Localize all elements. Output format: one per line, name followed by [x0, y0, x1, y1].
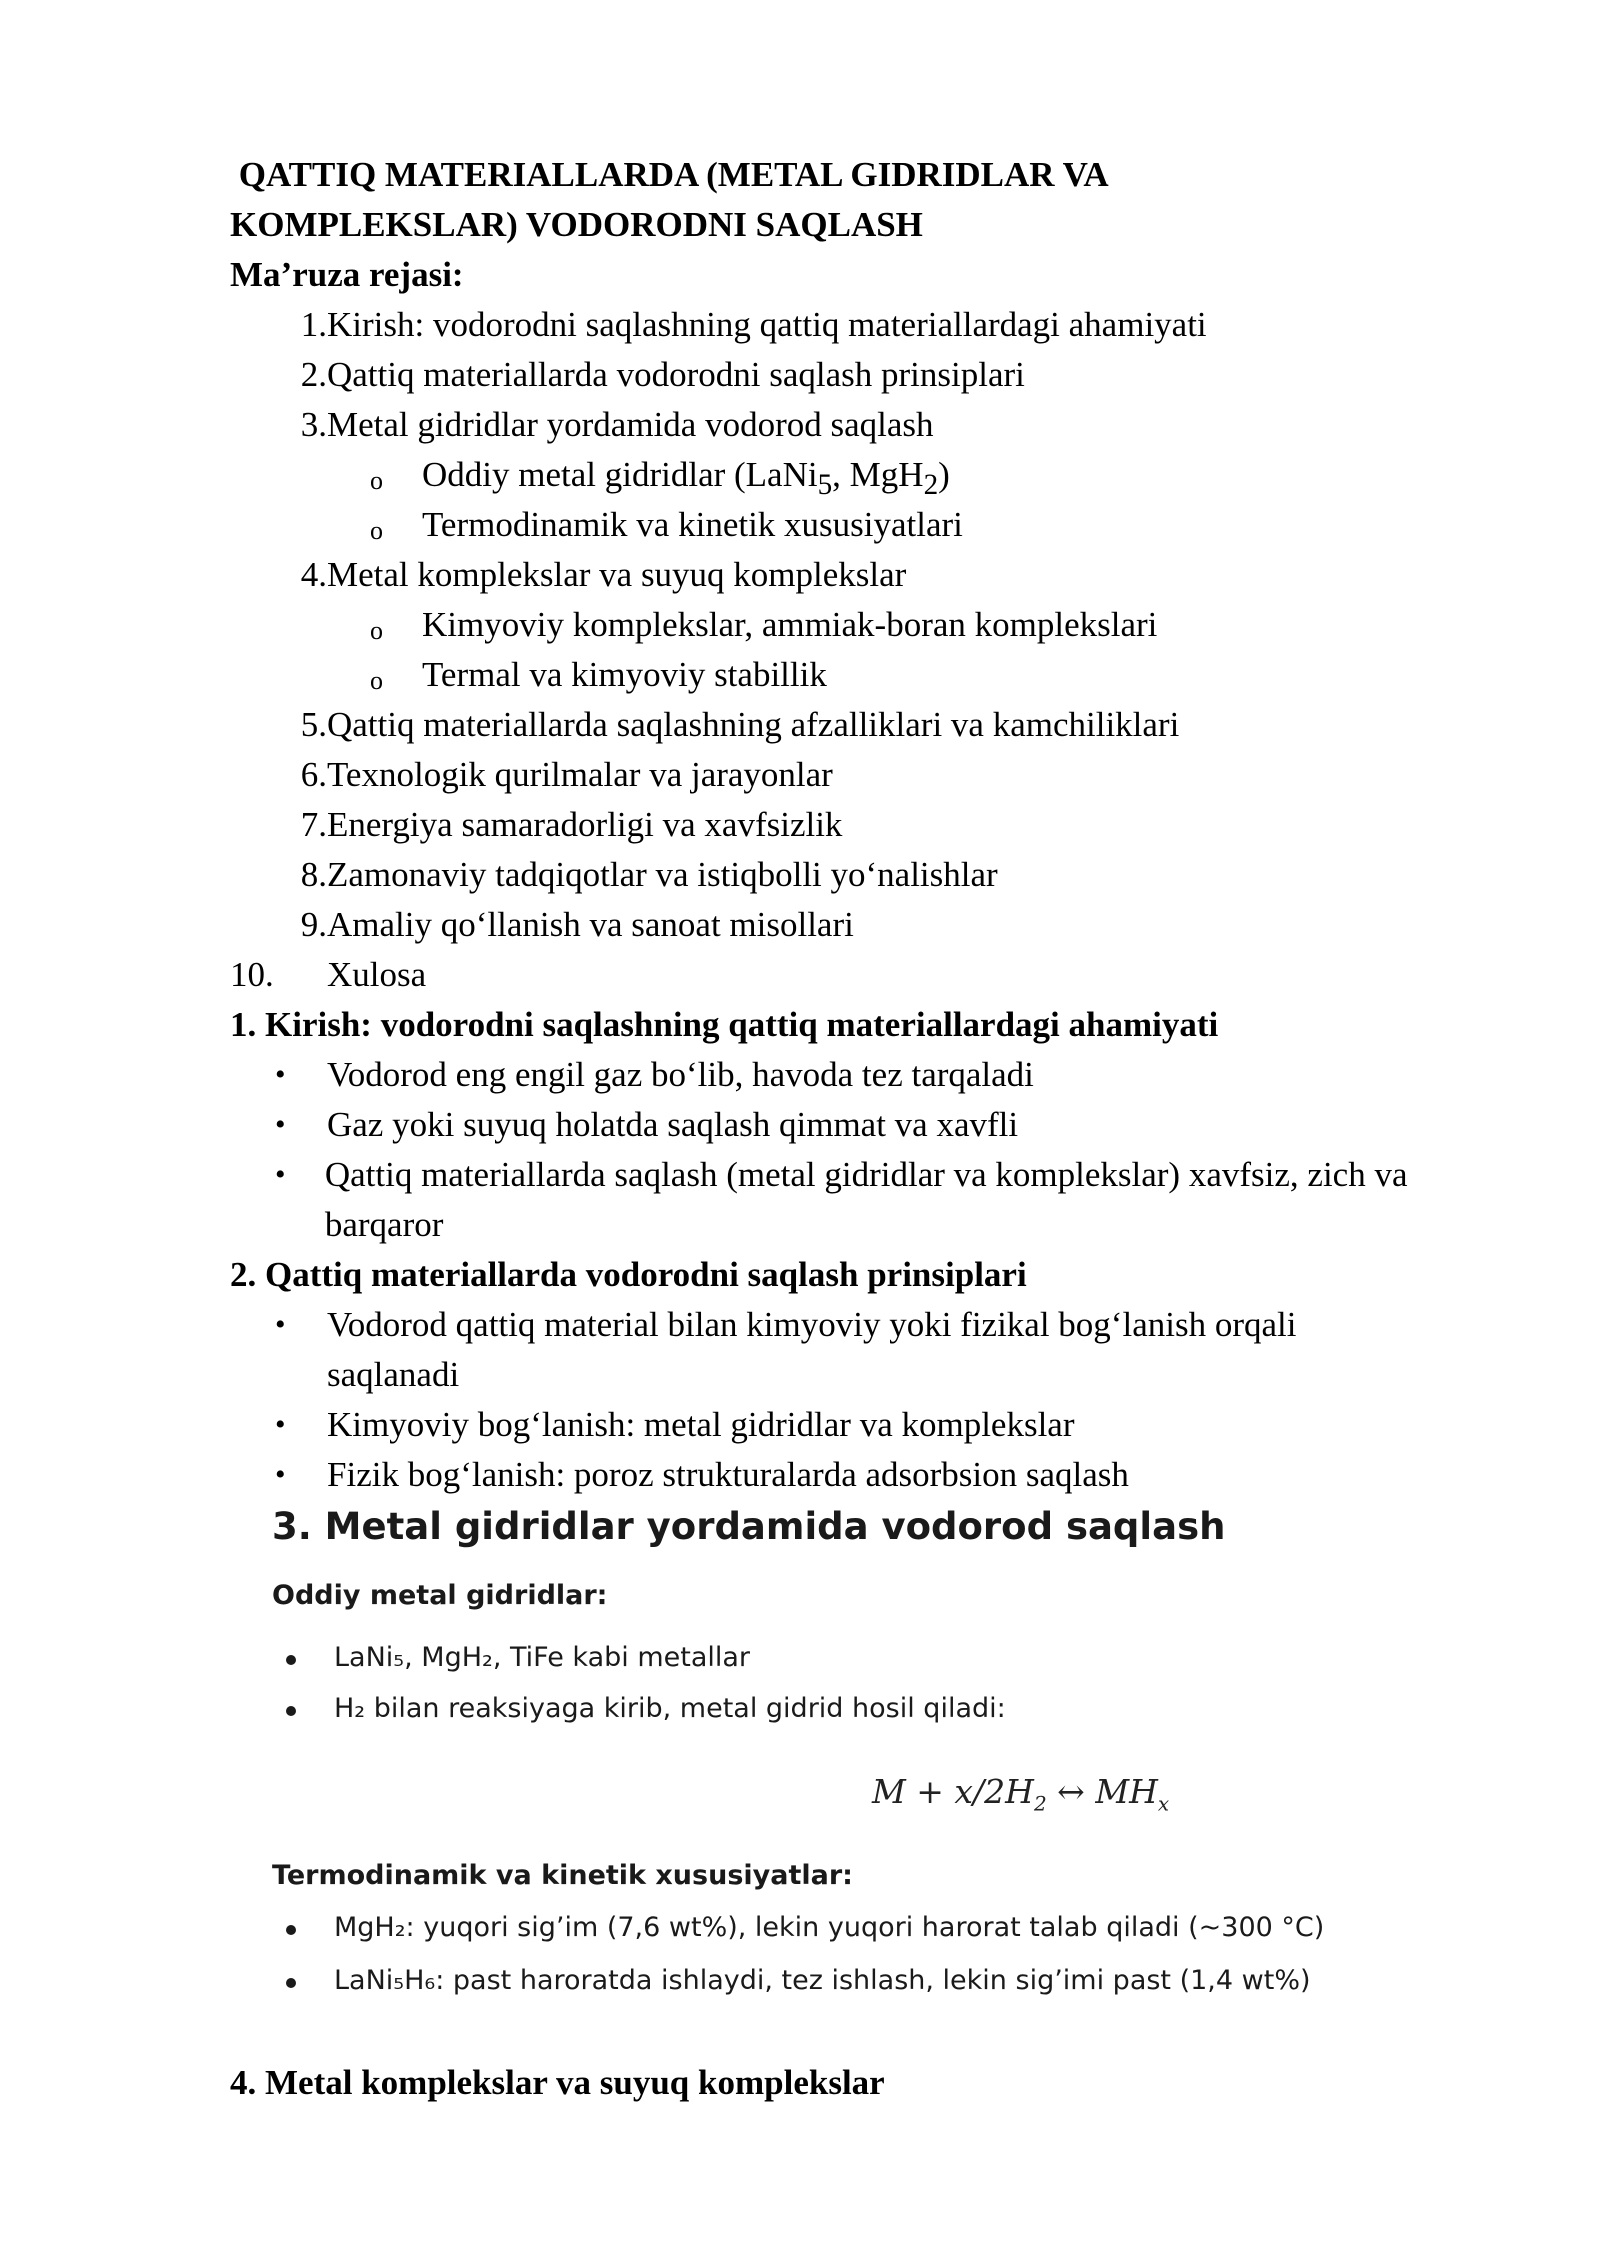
bullet-item: • Vodorod eng engil gaz bo‘lib, havoda tez tarqaladi	[275, 1055, 1034, 1094]
plan-subitem: o Termodinamik va kinetik xususiyatlari	[370, 505, 963, 545]
plan-item: 3. Metal gidridlar yordamida vodorod saqlash	[300, 405, 934, 444]
bullet-item: • Gaz yoki suyuq holatda saqlash qimmat va xavfli	[275, 1105, 1019, 1144]
bullet-item: LaNi₅H₆: past haroratda ishlaydi, tez ishlash, lekin sig’imi past (1,4 wt%)	[286, 1965, 1311, 1996]
plan-list-part1	[230, 300, 1207, 450]
section-1-bullets	[275, 1050, 1475, 1250]
reaction-formula: $M + x/2H_2$ ↔ $MH_x$	[872, 1772, 1170, 1816]
bullet-dot-icon	[286, 1978, 296, 1988]
section-4-heading: 4. Metal komplekslar va suyuq komplekslar	[230, 2063, 885, 2102]
bullet-item: MgH₂: yuqori sig’im (7,6 wt%), lekin yuqori harorat talab qiladi (~300 °C)	[286, 1912, 1324, 1943]
plan-heading: Ma’ruza rejasi:	[230, 255, 464, 294]
bullet-item: • Fizik bog‘lanish: poroz strukturalarda adsorbsion saqlash	[275, 1455, 1129, 1494]
plan-sublist-3	[370, 450, 963, 550]
bullet-item: • Qattiq materiallarda saqlash (metal gidridlar va komplekslar) xavfsiz, zich va barqaror	[275, 1155, 1408, 1244]
document-title: QATTIQ MATERIALLARDA (METAL GIDRIDLAR VA KOMPLEKSLAR) VODORODNI SAQLASH	[230, 155, 1109, 244]
plan-item: 7. Energiya samaradorligi va xavfsizlik	[300, 805, 843, 844]
plan-sublist-4	[370, 600, 1157, 700]
section-1-heading: 1. Kirish: vodorodni saqlashning qattiq materiallardagi ahamiyati	[230, 1005, 1219, 1044]
section-2-bullets	[275, 1300, 1475, 1500]
section-3-subheading-1: Oddiy metal gidridlar:	[272, 1580, 608, 1611]
section-2-heading: 2. Qattiq materiallarda vodorodni saqlash prinsiplari	[230, 1255, 1027, 1294]
plan-item: 4. Metal komplekslar va suyuq komplekslar	[300, 555, 907, 594]
bullet-dot-icon	[286, 1925, 296, 1935]
bullet-dot-icon	[286, 1706, 296, 1716]
plan-list-part2	[230, 550, 906, 600]
bullet-dot-icon	[286, 1655, 296, 1665]
plan-subitem: o Kimyoviy komplekslar, ammiak-boran komplekslari	[370, 605, 1158, 645]
plan-subitem: o Termal va kimyoviy stabillik	[370, 655, 827, 695]
plan-item: 6. Texnologik qurilmalar va jarayonlar	[300, 755, 833, 794]
bullet-item: LaNi₅, MgH₂, TiFe kabi metallar	[286, 1642, 750, 1673]
section-3-embedded-image	[272, 1505, 1412, 2025]
plan-item: 1. Kirish: vodorodni saqlashning qattiq materiallardagi ahamiyati	[300, 305, 1207, 344]
bullet-item: H₂ bilan reaksiyaga kirib, metal gidrid hosil qiladi:	[286, 1693, 1006, 1724]
plan-item: 9. Amaliy qo‘llanish va sanoat misollari	[300, 905, 854, 944]
bullet-item: • Kimyoviy bog‘lanish: metal gidridlar va komplekslar	[275, 1405, 1075, 1444]
plan-item: 8. Zamonaviy tadqiqotlar va istiqbolli yo‘nalishlar	[300, 855, 998, 894]
section-3-subheading-2: Termodinamik va kinetik xususiyatlar:	[272, 1860, 853, 1891]
section-3-heading: 3. Metal gidridlar yordamida vodorod saqlash	[272, 1505, 1226, 1548]
plan-subitem: o Oddiy metal gidridlar (LaNi$_5$, MgH$_2$)	[370, 455, 950, 501]
bullet-item: • Vodorod qattiq material bilan kimyoviy yoki fizikal bog‘lanish orqali saqlanadi	[275, 1305, 1297, 1394]
plan-item: 2. Qattiq materiallarda vodorodni saqlash prinsiplari	[300, 355, 1025, 394]
plan-item: 10. Xulosa	[230, 955, 427, 994]
plan-item: 5. Qattiq materiallarda saqlashning afzalliklari va kamchiliklari	[300, 705, 1180, 744]
plan-list-part3	[230, 700, 1179, 1000]
